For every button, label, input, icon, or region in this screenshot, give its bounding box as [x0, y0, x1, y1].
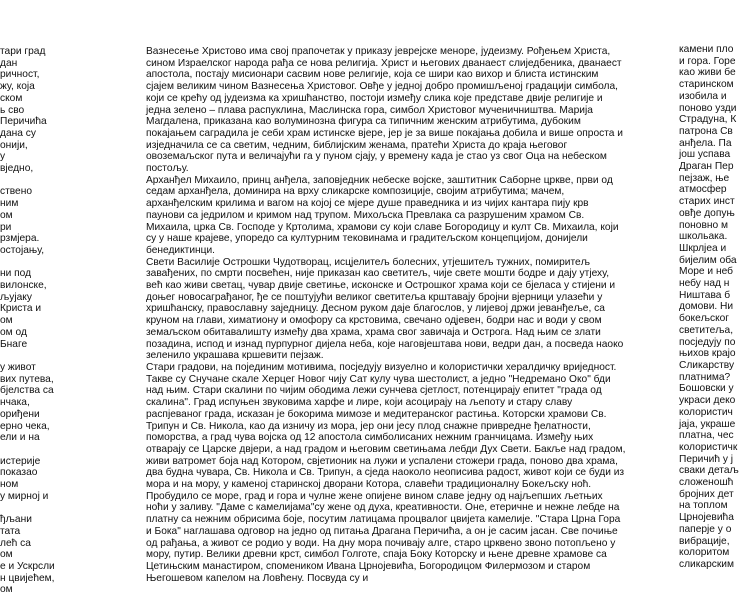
right-fragment-line: посједују по — [679, 336, 736, 348]
right-fragment-line: школьака. — [679, 231, 728, 243]
right-fragment-line: домови. Ни — [679, 301, 734, 313]
body-paragraph: Стари градови, на појединим мотивима, посједују визуелно и колористички хералдичку вриједност. Такве су Снучане скале Херцег Новог чију Сат кулу чува шестолист, а једно "Недремано Око" бди над њим. Стари скалини по чијим ободима лежи сунчева сјетлост, потенцирају епитет "града од скалина". Град испуњен звуковима харфе и лире, који асоцирају на љепоту и стару славу распјеваног града, исказан је бокорима мимозе и медитеранског растиња. Которски храмови Св. Трипун и Св. Никола, као да изничу из мора, јер они јесу плод снажне привредне ђелатности, поморства, а град чува војска од 12 апостола симболисаних нежним гранчицама. Између њих отварају се Царске двјери, а над градом и његовим светињама лебди Дух Свети. Бакље над градом, живи ватромет боја над Котором, свјетионик на лужи и успалени стожери града, поново два храма, два будна чувара, Св. Никола и Св. Трипун, а сједа наоколо неописива радост, живот који се буди из мора и на мору, у каменој старинској дворани Котора, славећи традиционалну Бокељску ноћ. Пробудило се море, град и гора и чулне жене опијене вином славе једну од најљепших љетњих ноћи у заливу. "Даме с камелијама"су жене од духа, креативности. Оне, етеричне и нежне лебде на платну са нежним обрисима боје, посутим латицама процвалог цвијета камелије. "Стара Црна Гора и Бока" наглашава одговор на једно од питања Драгана Перичића, а он је сасим јасан. Све почиње од рађања, а живот се родио у води. На дну мора почивају алге, старо црквено звоно потопљено у мору, путир. Велики древни крст, симбол Голготе, спаја Боку Которску и њене древне храмове са Цетињским манастиром, спомеником Ивана Црнојевића, Богородицом Филермозом и старом Његошевом капелом на Ловћену. Посвуда су и — [146, 361, 626, 584]
left-fragment-line: Криста и — [0, 303, 42, 315]
right-fragment-line: и гора. Горе — [679, 55, 736, 67]
right-fragment-line: поновно м — [679, 219, 729, 231]
right-fragment-line: Шкрлјеа и — [679, 242, 727, 254]
right-fragment-line: колористичк — [679, 441, 738, 453]
left-fragment-line: жу, која — [0, 81, 35, 93]
left-fragment-line: ском — [0, 92, 23, 104]
right-fragment-line: Сликарству — [679, 359, 735, 371]
right-fragment-line: Страдуна, К — [679, 114, 737, 126]
left-fragment-line — [0, 175, 70, 187]
main-text-column — [146, 0, 626, 611]
left-fragment-line: у живот — [0, 361, 36, 373]
left-fragment-line: вилонске, — [0, 280, 47, 292]
right-fragment-line: анђела. Па — [679, 137, 732, 149]
right-fragment-line: Море и неб — [679, 266, 733, 278]
right-fragment-line: старих инст — [679, 196, 735, 208]
right-fragment-line: паперје у о — [679, 523, 732, 535]
right-fragment-line: њихов крајо — [679, 348, 736, 360]
right-fragment-line: сложеношћ — [679, 477, 734, 489]
right-fragment-line: још успава — [679, 149, 731, 161]
left-fragment-line: остојању, — [0, 244, 45, 256]
right-fragment-line: Ништава б — [679, 289, 731, 301]
right-fragment-line: платнима? — [679, 371, 731, 383]
left-fragment-line: Бнаге — [0, 338, 28, 350]
left-fragment-line: ом — [0, 315, 13, 327]
right-fragment-line: Бошовски у — [679, 383, 734, 395]
right-fragment-line: сликарским — [679, 558, 734, 570]
right-fragment-line: патрона Св — [679, 125, 733, 137]
left-fragment-line: ствено — [0, 186, 33, 198]
right-fragment-line: атмосфер — [679, 184, 727, 196]
right-fragment-line: бројних дет — [679, 488, 734, 500]
left-fragment-line: у — [0, 151, 6, 163]
left-fragment-line: н цвијећем, — [0, 572, 55, 584]
left-fragment-line: ь сво — [0, 104, 25, 116]
right-fragment-line: старинском — [679, 79, 734, 91]
left-fragment-line: лећ са — [0, 537, 31, 549]
left-fragment-line: ерно чека, — [0, 420, 50, 432]
right-fragment-line: вибрације, — [679, 535, 730, 547]
left-fragment-line: онији, — [0, 139, 28, 151]
left-fragment-line: рзмјера. — [0, 233, 40, 245]
right-column-fragment — [679, 0, 739, 609]
left-fragment-line: у мирној и — [0, 490, 49, 502]
left-column-fragment — [0, 0, 70, 611]
right-fragment-line: бокељског — [679, 313, 730, 325]
right-fragment-line: небу над н — [679, 278, 730, 290]
left-fragment-line: љујаку — [0, 291, 32, 303]
right-fragment-line: овђе допуњ — [679, 207, 735, 219]
right-fragment-line: сваки детаљ — [679, 465, 739, 477]
left-fragment-line: ним — [0, 198, 19, 210]
left-fragment-line: тата — [0, 525, 21, 537]
right-fragment-line: као живи бе — [679, 67, 736, 79]
left-fragment-line: ном — [0, 479, 19, 491]
right-fragment-line: колористич — [679, 406, 733, 418]
right-fragment-line: Перичић у ј — [679, 453, 734, 465]
right-fragment-line: поново узди — [679, 102, 737, 114]
right-fragment-line: бијелим оба — [679, 254, 737, 266]
left-fragment-line — [0, 350, 70, 362]
left-fragment-line: истерије — [0, 455, 41, 467]
right-fragment-line: светитеља, — [679, 324, 734, 336]
body-paragraph: Вазнесење Христово има свој прапочетак у приказу јеврејске меноре, јудеизму. Рођењем Христа, сином Израелског народа рађа се нова религија. Христ и његових дванаест слиједбеника, дванаест апостола, постају мисионари сасвим нове религије, која се шири као вихор и блиста истинским сјајем великим чином Вазнесења Христовог. Овђе у једној добро промишљеној градацији симбола, који се крећу од јудеизма ка хришћанство, постоји између слика које представе двије религије и једна зелено – плава распуклина, Маслинска гора, симбол Христовог мученичништва. Марија Магдалена, приказана као волуминозна фигура са типичним женским атрибутима, дубоким покајањем сагрaдила је себи храм истинске вјере, јер је за више покајања добила и више опроста и изједначила се са светим, чедним, библијским женама, пратећи Христа до краја његовог овоземаљског пута и величајући га у пуном сјају, у времену када је стао уз свог Оца на небеском постољу. — [146, 46, 623, 175]
left-fragment-line: е и Ускрсли — [0, 560, 55, 572]
right-fragment-line: платна, чес — [679, 430, 734, 442]
body-paragraph: Арханђел Михаило, принц анђела, заповједник небеске војске, заштитник Саборне цркве, први од седам арханђела, доминира на врху сликарске композиције, својим атрибутима; мачем, арханђелским крилима и вагом на којој се мјере душе праведника и из чијих кантара пију крв паунови са једрилом и кримом над трупом. Михољска Превлака са разрушеним храмом Св. Михаила, црка Св. Господе у Кртолима, храмови су који славе Богородицу и култ Св. Михаила, који су у наше крајеве, упоредо са културним тековинама и градитељском концепцијом, донијели бенедиктинци. — [146, 174, 619, 256]
left-fragment-line: ом — [0, 209, 13, 221]
left-fragment-line: ом — [0, 549, 13, 561]
left-fragment-line: нчака, — [0, 397, 30, 409]
right-fragment-line: пејзаж, ње — [679, 172, 730, 184]
left-fragment-line: бјелства са — [0, 385, 54, 397]
left-fragment-line: ориђени — [0, 408, 40, 420]
left-fragment-line: ом — [0, 584, 13, 596]
left-fragment-line: вих путева, — [0, 373, 54, 385]
right-fragment-line: Црнојевића — [679, 512, 734, 524]
left-fragment-line — [0, 502, 70, 514]
right-fragment-line: камени пло — [679, 44, 734, 55]
right-fragment-line: Драган Пер — [679, 161, 734, 173]
right-fragment-line: колоритом — [679, 547, 730, 559]
left-fragment-line: дан — [0, 57, 18, 69]
left-fragment-line: ни под — [0, 268, 32, 280]
left-fragment-line: вједно, — [0, 163, 34, 175]
left-fragment-line: показао — [0, 467, 38, 479]
left-fragment-line: ели и на — [0, 432, 40, 444]
left-fragment-line: ђљани — [0, 514, 32, 526]
right-fragment-line: на топлом — [679, 500, 728, 512]
left-fragment-line: ри — [0, 221, 12, 233]
left-fragment-line: ричност, — [0, 69, 40, 81]
right-fragment-line: украси деко — [679, 395, 736, 407]
left-fragment-line: дана су — [0, 127, 36, 139]
left-fragment-line — [0, 257, 70, 269]
left-fragment-line: тари град — [0, 46, 46, 57]
left-fragment-line: Перичића — [0, 116, 47, 128]
right-fragment-line: јаја, украше — [679, 418, 736, 430]
left-fragment-line — [0, 444, 70, 456]
right-fragment-line: изобила и — [679, 90, 727, 102]
left-fragment-line: ом од — [0, 326, 27, 338]
body-paragraph: Свети Василије Острошки Чудотворац, исцјелитељ болесних, утјешитељ тужних, помиритељ завађених, по смрти посвећен, није приказан као светитељ, чије свете мошти бодре и дају утјеху, већ као живи светац, чувар двије светиње, исконске и Острошког храма који се бјеласа у стијени и доњег новосаграђаног, ђе се поштујући великог светитеља крштавају бројни вјерници улазећи у хришћанску, православну заједницу. Десном руком даје благослов, у лијевој држи јеванђеље, са круном на глави, химатиону и омофору са крстовима, свечано одјевен, бодри нас и води у свом земаљском обитавалишту између два храма, храма свог завичаја и Острога. Над њим се злати позадина, испод и изнад пурпурног дијела неба, које наговјештава нови, ведри дан, а посведа наоко зеленило украшава кршевити пејзаж. — [146, 256, 624, 362]
